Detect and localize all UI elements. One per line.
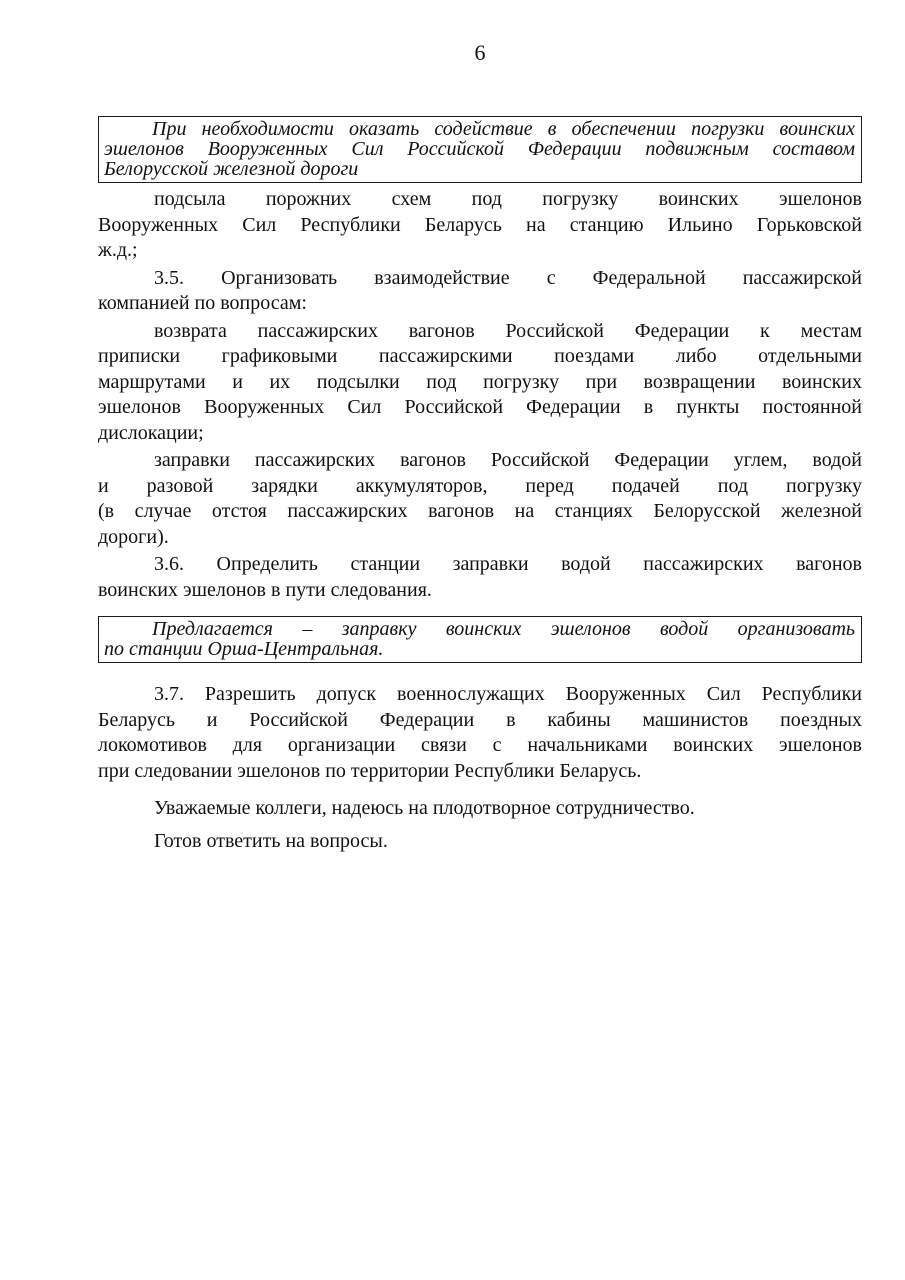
paragraph-wagon-refueling — [98, 448, 862, 550]
text-line: эшелонов Вооруженных Сил Российской Федерации в пункты постоянной — [98, 396, 862, 418]
comment-box-loading-assistance — [98, 116, 862, 183]
text-line: локомотивов для организации связи с начальниками воинских эшелонов — [98, 734, 862, 756]
text-line: Готов ответить на вопросы. — [154, 830, 388, 852]
paragraph-3-6 — [98, 552, 862, 603]
text-line: При необходимости оказать содействие в обеспечении погрузки воинских — [152, 118, 855, 140]
text-line: возврата пассажирских вагонов Российской Федерации к местам — [154, 319, 862, 342]
text-line: (в случае отстоя пассажирских вагонов на станциях Белорусской железной — [98, 500, 862, 522]
paragraph-empty-wagons — [98, 187, 862, 264]
text-line: компанией по вопросам: — [98, 292, 307, 314]
text-line: подсыла порожних схем под погрузку воинских эшелонов — [154, 188, 862, 210]
text-line: Беларусь и Российской Федерации в кабины машинистов поездных — [98, 708, 862, 731]
text-line: Белорусской железной дороги — [104, 158, 359, 180]
text-line: по станции Орша-Центральная. — [104, 638, 384, 660]
text-line: воинских эшелонов в пути следования. — [98, 578, 432, 601]
text-line: 3.7. Разрешить допуск военнослужащих Вооруженных Сил Республики — [154, 683, 862, 705]
paragraph-closing-questions — [98, 829, 862, 855]
text-line: эшелонов Вооруженных Сил Российской Федерации подвижным составом — [104, 138, 855, 160]
text-line: маршрутами и их подсылки под погрузку при возвращении воинских — [98, 370, 862, 393]
text-line: приписки графиковыми пассажирскими поездами либо отдельными — [98, 345, 862, 367]
comment-box-water-station — [98, 616, 862, 663]
text-line: заправки пассажирских вагонов Российской Федерации углем, водой — [154, 449, 862, 471]
text-line: ж.д.; — [98, 239, 138, 261]
text-line: 3.5. Организовать взаимодействие с Федеральной пассажирской — [154, 266, 862, 289]
document-content — [98, 0, 862, 857]
text-line: Вооруженных Сил Республики Беларусь на станцию Ильино Горьковской — [98, 213, 862, 236]
text-line: дороги). — [98, 525, 169, 548]
paragraph-closing-cooperation — [98, 796, 862, 822]
text-line: Уважаемые коллеги, надеюсь на плодотворное сотрудничество. — [154, 797, 695, 819]
text-line: при следовании эшелонов по территории Республики Беларусь. — [98, 759, 642, 782]
text-line: Предлагается – заправку воинских эшелонов водой организовать — [152, 618, 855, 640]
text-line: и разовой зарядки аккумуляторов, перед подачей под погрузку — [98, 474, 862, 497]
page-number: 6 — [474, 40, 486, 65]
paragraph-wagon-return — [98, 319, 862, 447]
paragraph-3-7 — [98, 682, 862, 784]
paragraph-3-5 — [98, 266, 862, 317]
text-line: дислокации; — [98, 421, 204, 444]
text-line: 3.6. Определить станции заправки водой пассажирских вагонов — [154, 553, 862, 575]
